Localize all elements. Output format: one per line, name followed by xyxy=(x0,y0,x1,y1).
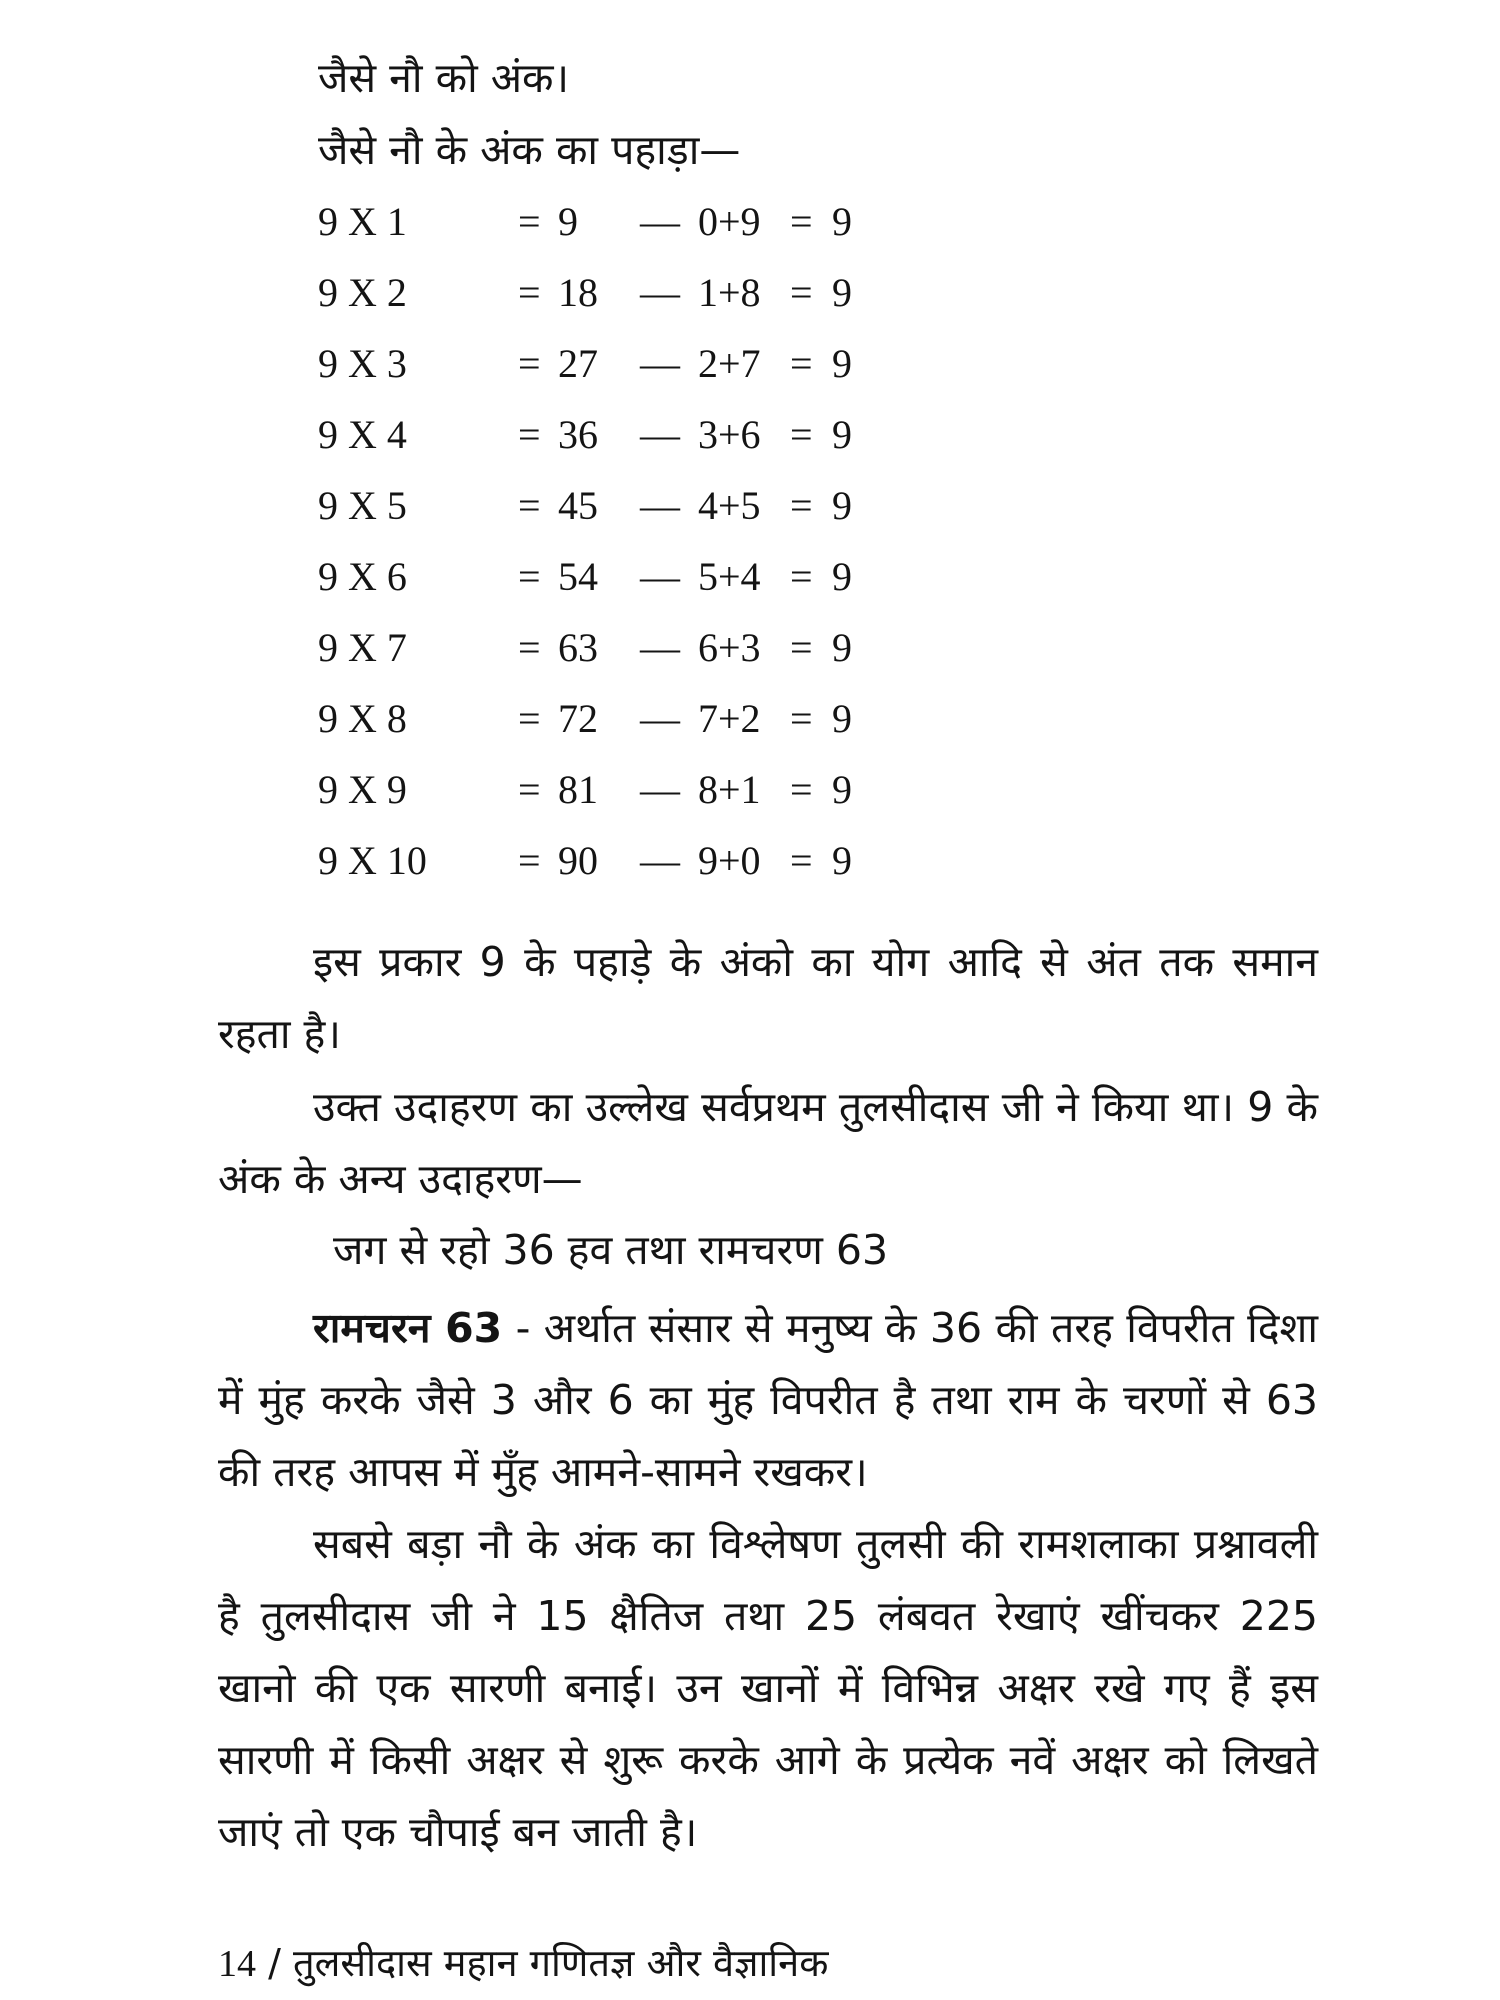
equals-sign: = xyxy=(790,199,813,244)
paragraph-text: - अर्थात संसार से मनुष्य के 36 की तरह विपरीत दिशा में मुंह करके जैसे 3 और 6 का मुंह विपरीत है तथा राम के चरणों से 63 की तरह आपस में मुँह आमने-सामने रखकर। xyxy=(218,1304,1319,1496)
multiplication: 9 X 9 xyxy=(318,767,407,812)
paragraph-digit-sum xyxy=(218,926,1318,1070)
table-row xyxy=(318,689,862,749)
table-row xyxy=(318,405,862,465)
page-number: 14 xyxy=(218,1943,256,1985)
paragraph-text: सबसे बड़ा नौ के अंक का विश्लेषण तुलसी की रामशलाका प्रश्नावली है तुलसीदास जी ने 15 क्षैतिज तथा 25 लंबवत रेखाएं खींचकर 225 खानो की एक सारणी बनाई। उन खानों में विभिन्न अक्षर रखे गए हैं इस सारणी में किसी अक्षर से शुरू करके आगे के प्रत्येक नवें अक्षर को लिखते जाएं तो एक चौपाई बन जाती है। xyxy=(218,1520,1318,1856)
product: 45 xyxy=(558,483,598,528)
result: 9 xyxy=(832,625,852,670)
dash: — xyxy=(640,696,680,741)
dash: — xyxy=(640,270,680,315)
result: 9 xyxy=(832,696,852,741)
equals-sign: = xyxy=(518,767,541,812)
equals-sign: = xyxy=(790,483,813,528)
intro-line-1: जैसे नौ को अंक। xyxy=(318,54,570,102)
table-row xyxy=(318,192,862,252)
equals-sign: = xyxy=(790,838,813,883)
paragraph-ramcharan xyxy=(218,1292,1318,1508)
multiplication: 9 X 4 xyxy=(318,412,407,457)
equals-sign: = xyxy=(790,767,813,812)
paragraph-tulsidas-mention xyxy=(218,1071,1318,1215)
result: 9 xyxy=(832,270,852,315)
digit-sum: 0+9 xyxy=(698,199,761,244)
product: 63 xyxy=(558,625,598,670)
result: 9 xyxy=(832,838,852,883)
result: 9 xyxy=(832,554,852,599)
bold-term: रामचरन 63 xyxy=(313,1304,503,1352)
dash: — xyxy=(640,483,680,528)
equals-sign: = xyxy=(518,696,541,741)
digit-sum: 4+5 xyxy=(698,483,761,528)
product: 72 xyxy=(558,696,598,741)
result: 9 xyxy=(832,412,852,457)
equals-sign: = xyxy=(790,412,813,457)
table-row xyxy=(318,760,862,820)
table-row xyxy=(318,263,862,323)
equals-sign: = xyxy=(518,341,541,386)
multiplication: 9 X 10 xyxy=(318,838,427,883)
dash: — xyxy=(640,838,680,883)
result: 9 xyxy=(832,483,852,528)
dash: — xyxy=(640,554,680,599)
table-row xyxy=(318,547,862,607)
paragraph-text: उक्त उदाहरण का उल्लेख सर्वप्रथम तुलसीदास जी ने किया था। 9 के अंक के अन्य उदाहरण— xyxy=(218,1083,1318,1203)
multiplication: 9 X 6 xyxy=(318,554,407,599)
product: 54 xyxy=(558,554,598,599)
equals-sign: = xyxy=(790,696,813,741)
product: 90 xyxy=(558,838,598,883)
multiplication: 9 X 1 xyxy=(318,199,407,244)
multiplication: 9 X 7 xyxy=(318,625,407,670)
page-footer xyxy=(218,1938,828,1989)
equals-sign: = xyxy=(518,554,541,599)
product: 18 xyxy=(558,270,598,315)
digit-sum: 2+7 xyxy=(698,341,761,386)
table-row xyxy=(318,476,862,536)
digit-sum: 1+8 xyxy=(698,270,761,315)
product: 36 xyxy=(558,412,598,457)
footer-separator: / xyxy=(268,1941,281,1985)
result: 9 xyxy=(832,199,852,244)
paragraph-ramshalaka xyxy=(218,1508,1318,1868)
table-row xyxy=(318,618,862,678)
paragraph-text: इस प्रकार 9 के पहाड़े के अंको का योग आदि से अंत तक समान रहता है। xyxy=(218,938,1318,1058)
product: 27 xyxy=(558,341,598,386)
equals-sign: = xyxy=(518,412,541,457)
equals-sign: = xyxy=(518,838,541,883)
multiplication: 9 X 8 xyxy=(318,696,407,741)
equals-sign: = xyxy=(790,554,813,599)
digit-sum: 8+1 xyxy=(698,767,761,812)
table-row xyxy=(318,831,862,891)
digit-sum: 6+3 xyxy=(698,625,761,670)
book-title: तुलसीदास महान गणितज्ञ और वैज्ञानिक xyxy=(293,1941,829,1985)
equals-sign: = xyxy=(518,270,541,315)
equals-sign: = xyxy=(518,199,541,244)
quote-line: जग से रहो 36 हव तथा रामचरण 63 xyxy=(333,1226,889,1274)
equals-sign: = xyxy=(790,341,813,386)
result: 9 xyxy=(832,341,852,386)
product: 9 xyxy=(558,199,578,244)
dash: — xyxy=(640,412,680,457)
dash: — xyxy=(640,341,680,386)
multiplication: 9 X 5 xyxy=(318,483,407,528)
dash: — xyxy=(640,767,680,812)
result: 9 xyxy=(832,767,852,812)
equals-sign: = xyxy=(518,483,541,528)
equals-sign: = xyxy=(518,625,541,670)
equals-sign: = xyxy=(790,625,813,670)
table-row xyxy=(318,334,862,394)
multiplication: 9 X 3 xyxy=(318,341,407,386)
multiplication: 9 X 2 xyxy=(318,270,407,315)
digit-sum: 3+6 xyxy=(698,412,761,457)
dash: — xyxy=(640,625,680,670)
digit-sum: 9+0 xyxy=(698,838,761,883)
dash: — xyxy=(640,199,680,244)
digit-sum: 7+2 xyxy=(698,696,761,741)
equals-sign: = xyxy=(790,270,813,315)
product: 81 xyxy=(558,767,598,812)
digit-sum: 5+4 xyxy=(698,554,761,599)
intro-line-2: जैसे नौ के अंक का पहाड़ा— xyxy=(318,126,741,174)
